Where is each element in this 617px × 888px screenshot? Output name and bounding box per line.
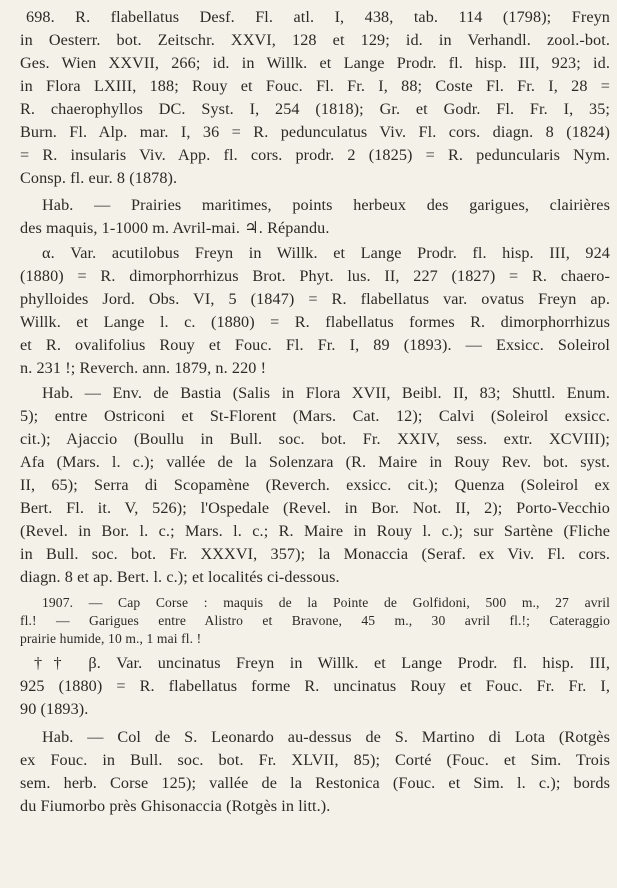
- text-line: Hab. — Col de S. Leonardo au-dessus de S. Martino di Lota (Rotgès: [42, 728, 610, 746]
- text-line: Consp. fl. eur. 8 (1878).: [20, 169, 178, 187]
- text-line: phylloides Jord. Obs. VI, 5 (1847) = R. flabellatus var. ovatus Freyn ap.: [20, 290, 610, 308]
- text-line: in Bull. soc. bot. Fr. XXXVI, 357); la Monaccia (Seraf. ex Viv. Fl. cors.: [20, 545, 610, 563]
- text-line: 925 (1880) = R. flabellatus forme R. uncinatus Rouy et Fouc. Fr. Fr. I,: [20, 677, 610, 695]
- text-line: et R. ovalifolius Rouy et Fouc. Fl. Fr. I, 89 (1893). — Exsicc. Soleirol: [20, 336, 610, 354]
- text-line: diagn. 8 et ap. Bert. l. c.); et localités ci-dessous.: [20, 568, 340, 586]
- text-line: du Fiumorbo près Ghisonaccia (Rotgès in litt.).: [20, 797, 331, 815]
- text-line: R. chaerophyllos DC. Syst. I, 254 (1818); Gr. et Godr. Fl. Fr. I, 35;: [20, 100, 610, 118]
- text-line: †† β. Var. uncinatus Freyn in Willk. et Lange Prodr. fl. hisp. III,: [34, 654, 610, 672]
- text-line: Hab. — Env. de Bastia (Salis in Flora XVII, Beibl. II, 83; Shuttl. Enum.: [42, 384, 610, 402]
- text-line: Willk. et Lange l. c. (1880) = R. flabellatus formes R. dimorphorrhizus: [20, 313, 610, 331]
- text-line: II, 65); Serra di Scopamène (Reverch. exsicc. cit.); Quenza (Soleirol ex: [20, 476, 610, 494]
- text-line: = R. insularis Viv. App. fl. cors. prodr. 2 (1825) = R. peduncularis Nym.: [20, 146, 610, 164]
- text-line: in Oesterr. bot. Zeitschr. XXVI, 128 et 129; id. in Verhandl. zool.-bot.: [20, 31, 610, 49]
- text-line: sem. herb. Corse 125); vallée de la Restonica (Fouc. et Sim. l. c.); bords: [20, 774, 610, 792]
- text-line: 1907. — Cap Corse : maquis de la Pointe de Golfidoni, 500 m., 27 avril: [42, 595, 610, 610]
- text-line: prairie humide, 10 m., 1 mai fl. !: [20, 631, 202, 646]
- text-line: Ges. Wien XXVII, 266; id. in Willk. et Lange Prodr. fl. hisp. III, 923; id.: [20, 54, 610, 72]
- text-line: (1880) = R. dimorphorrhizus Brot. Phyt. lus. II, 227 (1827) = R. chaero-: [20, 267, 610, 285]
- text-line: Bert. Fl. it. V, 526); l'Ospedale (Revel. in Bor. Not. II, 2); Porto-Vecchio: [20, 499, 610, 517]
- text-line: ex Fouc. in Bull. soc. bot. Fr. XLVII, 85); Corté (Fouc. et Sim. Trois: [20, 751, 610, 769]
- text-line: in Flora LXIII, 188; Rouy et Fouc. Fl. Fr. I, 88; Coste Fl. Fr. I, 28 =: [20, 77, 610, 95]
- text-line: 5); entre Ostriconi et St-Florent (Mars. Cat. 12); Calvi (Soleirol exsicc.: [20, 407, 610, 425]
- text-line: n. 231 !; Reverch. ann. 1879, n. 220 !: [20, 359, 267, 377]
- text-line: 90 (1893).: [20, 700, 89, 718]
- text-line: Afa (Mars. l. c.); vallée de la Solenzara (R. Maire in Rouy Rev. bot. syst.: [20, 453, 610, 471]
- text-line: Burn. Fl. Alp. mar. I, 36 = R. pedunculatus Viv. Fl. cors. diagn. 8 (1824): [20, 123, 610, 141]
- text-line: Hab. — Prairies maritimes, points herbeux des garigues, clairières: [42, 196, 610, 214]
- text-line: α. Var. acutilobus Freyn in Willk. et Lange Prodr. fl. hisp. III, 924: [42, 244, 610, 262]
- text-line: cit.); Ajaccio (Boullu in Bull. soc. bot. Fr. XXIV, sess. extr. XCVIII);: [20, 430, 610, 448]
- text-line: des maquis, 1-1000 m. Avril-mai. ♃. Répandu.: [20, 219, 330, 237]
- text-line: fl.! — Garigues entre Alistro et Bravone, 45 m., 30 avril fl.!; Cateraggio: [20, 613, 610, 628]
- text-line: 698. R. flabellatus Desf. Fl. atl. I, 438, tab. 114 (1798); Freyn: [26, 8, 610, 26]
- text-line: (Revel. in Bor. l. c.; Mars. l. c.; R. Maire in Rouy l. c.); sur Sartène (Fliche: [20, 522, 610, 540]
